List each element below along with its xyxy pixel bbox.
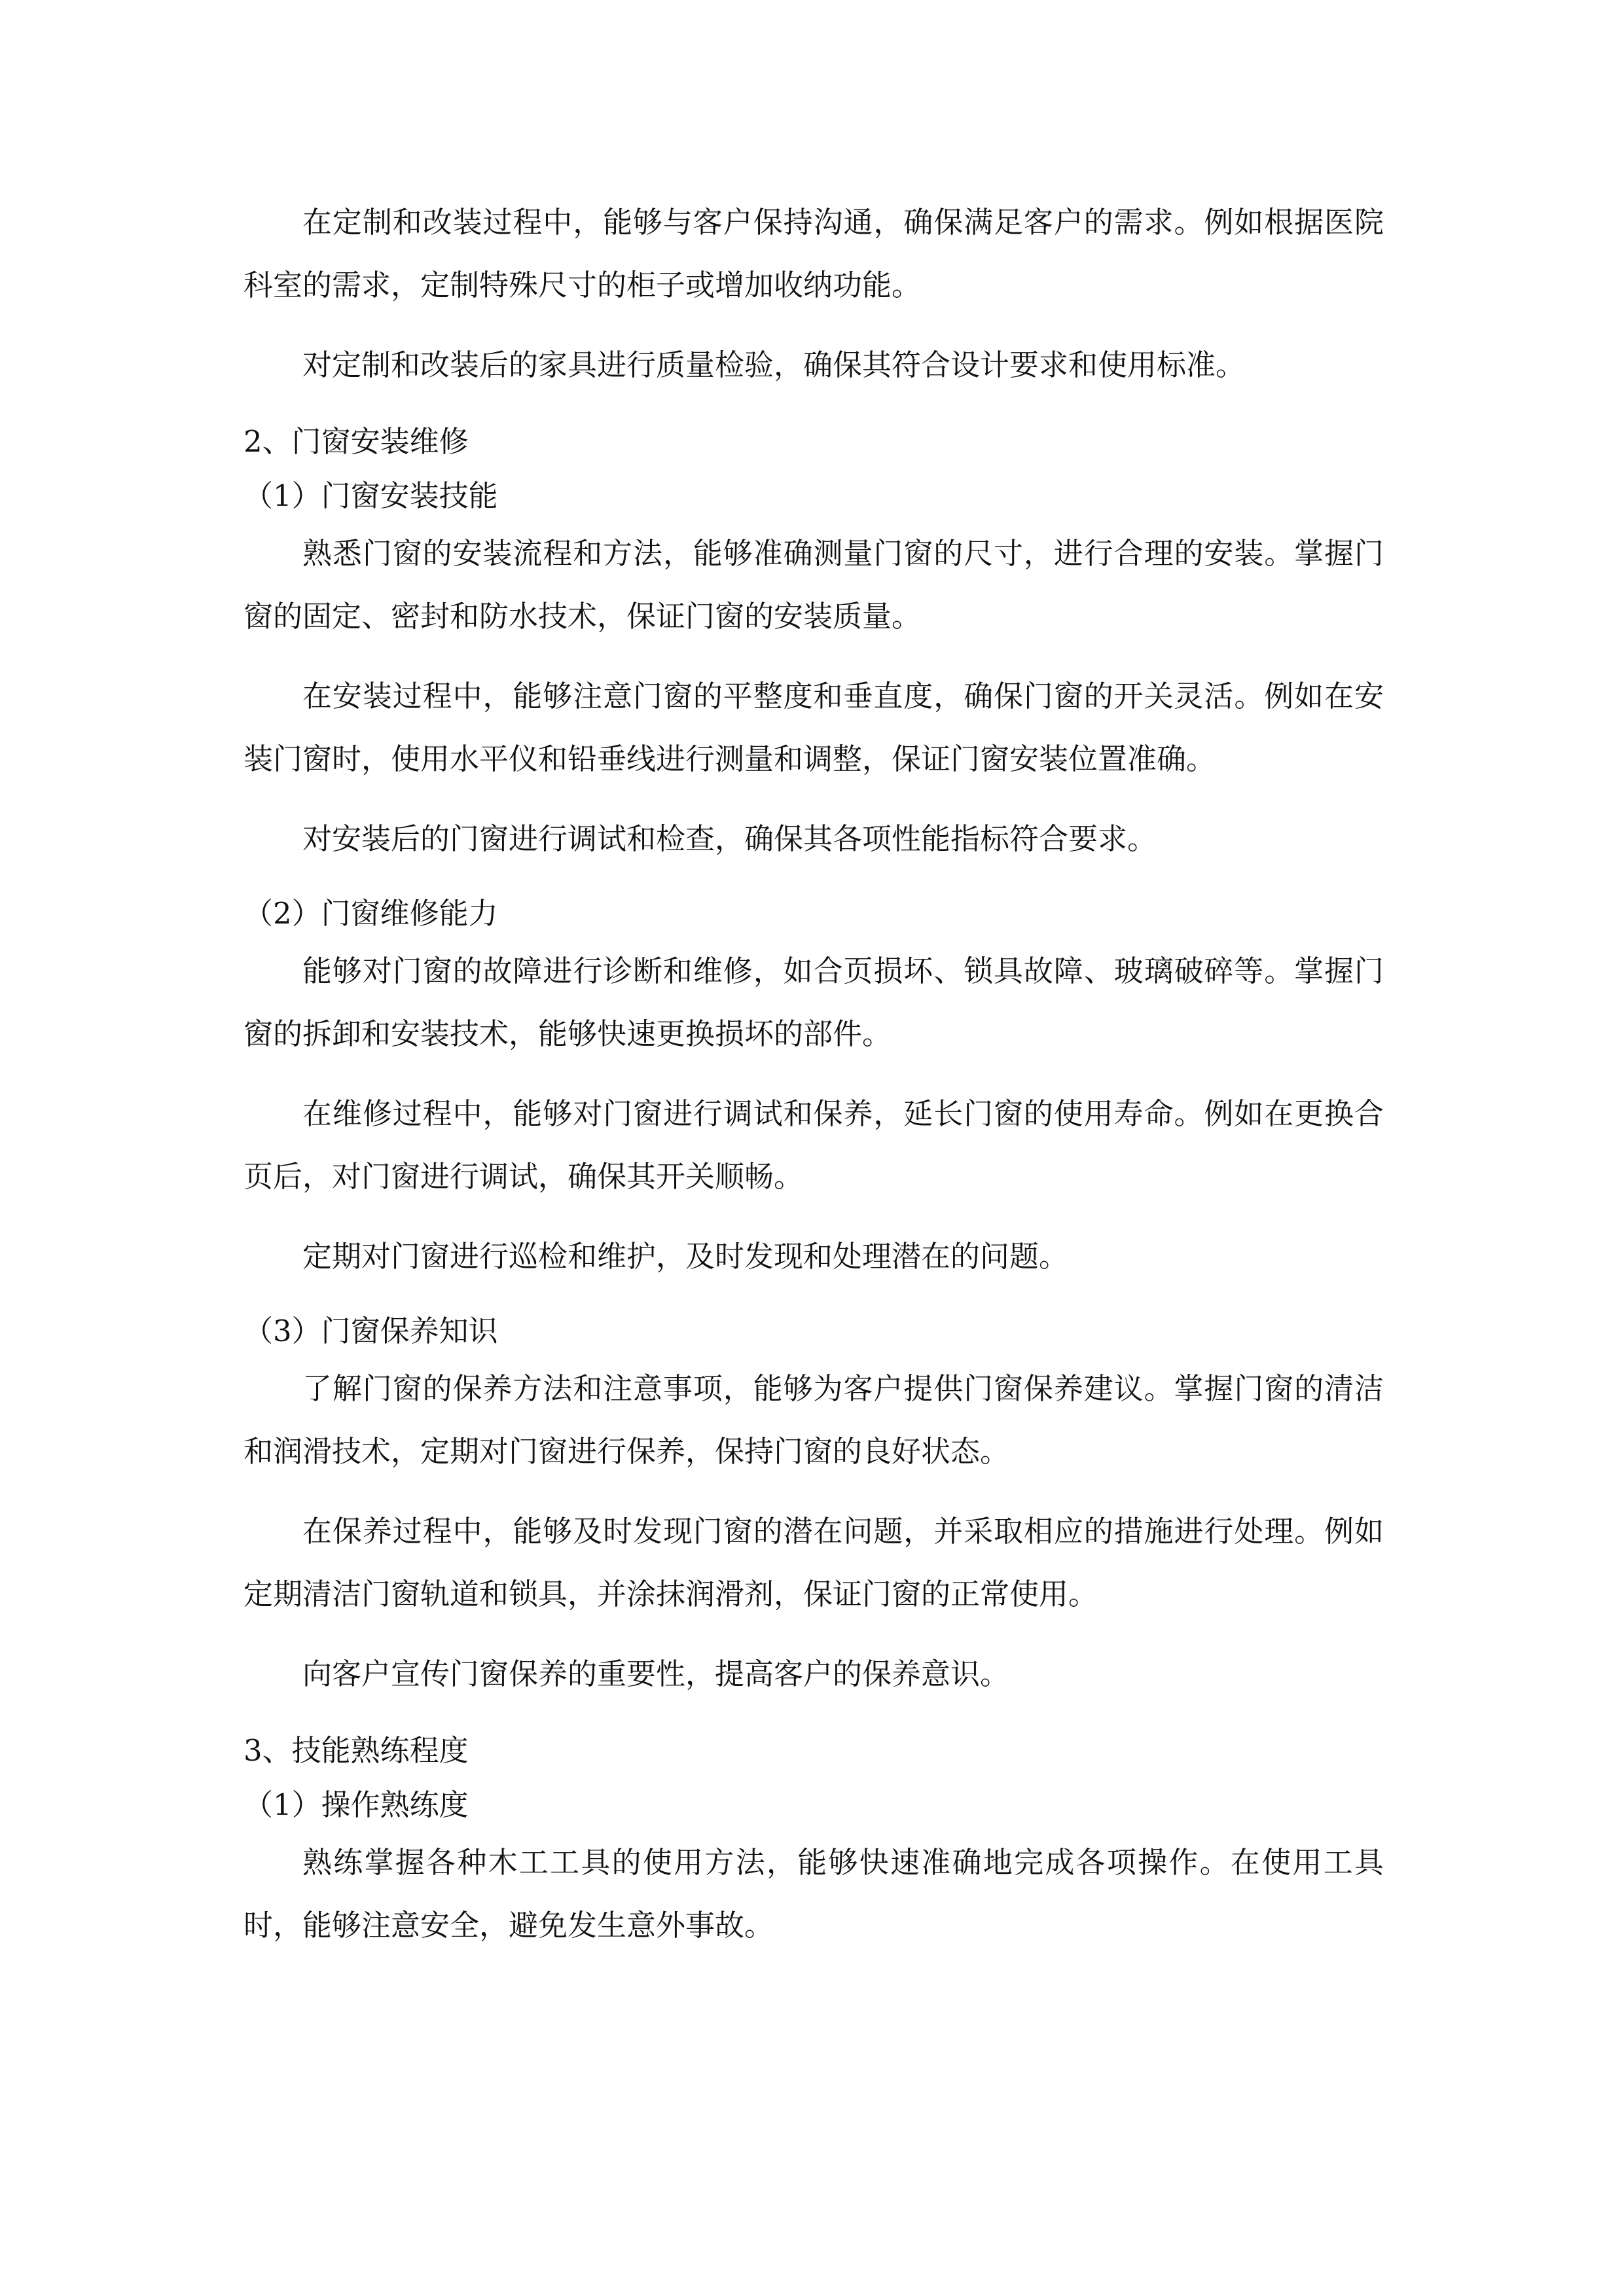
subheading-care-knowledge: （3）门窗保养知识 xyxy=(244,1314,498,1348)
paragraph-install-accuracy: 在安装过程中，能够注意门窗的平整度和垂直度，确保门窗的开关灵活。例如在安装门窗时，使用水平仪和铅垂线进行测量和调整，保证门窗安装位置准确。 xyxy=(244,679,1384,776)
subheading-install-skills: （1）门窗安装技能 xyxy=(244,478,498,513)
paragraph-care-methods: 了解门窗的保养方法和注意事项，能够为客户提供门窗保养建议。掌握门窗的清洁和润滑技术，定期对门窗进行保养，保持门窗的良好状态。 xyxy=(244,1371,1384,1469)
paragraph-care-promotion: 向客户宣传门窗保养的重要性，提高客户的保养意识。 xyxy=(302,1657,1010,1691)
paragraph-install-testing: 对安装后的门窗进行调试和检查，确保其各项性能指标符合要求。 xyxy=(302,821,1157,856)
paragraph-quality-inspection: 对定制和改装后的家具进行质量检验，确保其符合设计要求和使用标准。 xyxy=(302,348,1246,382)
section-heading-door-window: 2、门窗安装维修 xyxy=(244,424,469,459)
document-page xyxy=(244,191,1384,1974)
subheading-repair-ability: （2）门窗维修能力 xyxy=(244,896,498,931)
paragraph-repair-inspection: 定期对门窗进行巡检和维护，及时发现和处理潜在的问题。 xyxy=(302,1239,1069,1274)
paragraph-install-process: 熟悉门窗的安装流程和方法，能够准确测量门窗的尺寸，进行合理的安装。掌握门窗的固定、密封和防水技术，保证门窗的安装质量。 xyxy=(244,536,1384,634)
paragraph-custom-communication: 在定制和改装过程中，能够与客户保持沟通，确保满足客户的需求。例如根据医院科室的需求，定制特殊尺寸的柜子或增加收纳功能。 xyxy=(244,205,1384,302)
paragraph-repair-diagnosis: 能够对门窗的故障进行诊断和维修，如合页损坏、锁具故障、玻璃破碎等。掌握门窗的拆卸和安装技术，能够快速更换损坏的部件。 xyxy=(244,954,1384,1051)
paragraph-repair-maintenance: 在维修过程中，能够对门窗进行调试和保养，延长门窗的使用寿命。例如在更换合页后，对门窗进行调试，确保其开关顺畅。 xyxy=(244,1096,1384,1194)
paragraph-care-process: 在保养过程中，能够及时发现门窗的潜在问题，并采取相应的措施进行处理。例如定期清洁门窗轨道和锁具，并涂抹润滑剂，保证门窗的正常使用。 xyxy=(244,1514,1384,1611)
paragraph-tool-mastery: 熟练掌握各种木工工具的使用方法，能够快速准确地完成各项操作。在使用工具时，能够注意安全，避免发生意外事故。 xyxy=(244,1845,1384,1943)
section-heading-skill-proficiency: 3、技能熟练程度 xyxy=(244,1733,469,1768)
subheading-operation-proficiency: （1）操作熟练度 xyxy=(244,1787,469,1822)
